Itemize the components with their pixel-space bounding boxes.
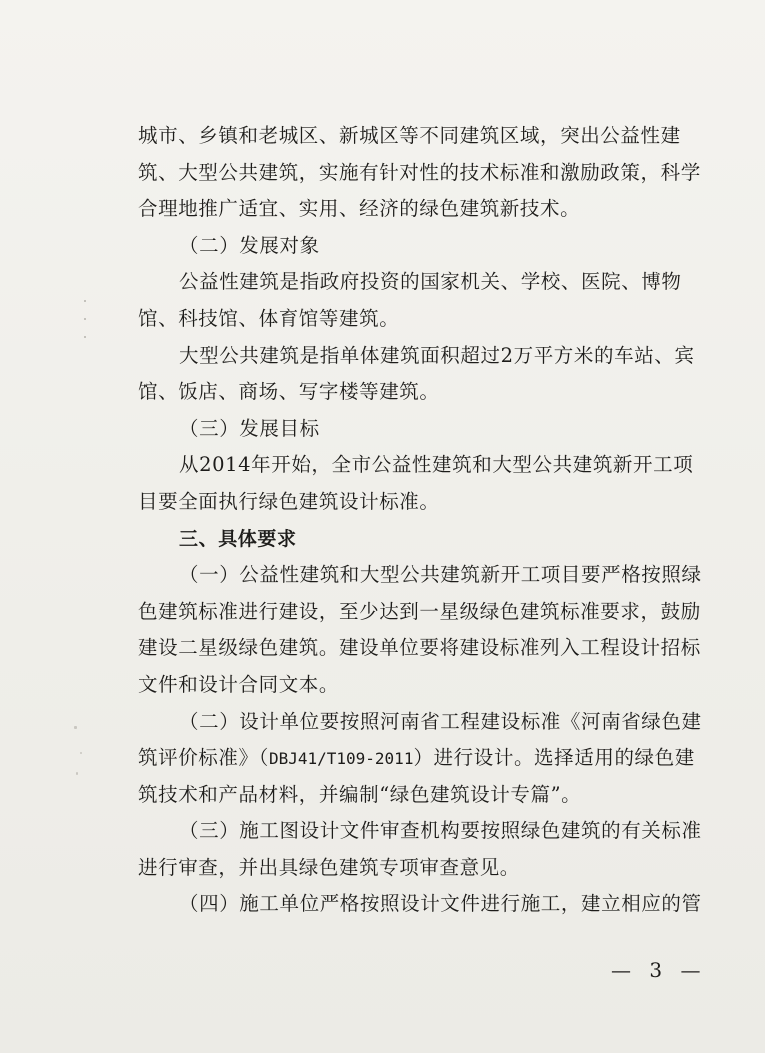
section-heading-development-objects: （二）发展对象 [179,233,320,257]
binding-holes [82,300,88,360]
page-number: — 3 — [611,958,707,982]
text-line: 筑技术和产品材料，并编制“绿色建筑设计专篇”。 [138,782,582,806]
text-line: 筑、大型公共建筑，实施有针对性的技术标准和激励政策，科学 [138,160,701,184]
text-line: 馆、科技馆、体育馆等建筑。 [138,306,400,330]
text-line: （二）设计单位要按照河南省工程建设标准《河南省绿色建 [179,709,702,733]
text-line: （一）公益性建筑和大型公共建筑新开工项目要严格按照绿 [179,563,702,587]
section-heading-development-goals: （三）发展目标 [179,416,320,440]
scan-speck [80,752,82,754]
body-text [138,118,702,923]
text-segment: ）进行设计。选择适用的绿色建 [413,746,695,770]
text-segment: 筑评价标准》（ [138,746,269,770]
text-line: 进行审查，并出具绿色建筑专项审查意见。 [138,855,520,879]
text-line: 公益性建筑是指政府投资的国家机关、学校、医院、博物 [179,270,682,294]
text-line: 城市、乡镇和老城区、新城区等不同建筑区域，突出公益性建 [138,124,681,147]
text-line: （四）施工单位严格按照设计文件进行施工，建立相应的管 [179,892,702,916]
text-line: 目要全面执行绿色建筑设计标准。 [138,489,440,513]
text-line [138,740,698,777]
text-line: 文件和设计合同文本。 [138,672,340,696]
text-line: 合理地推广适宜、实用、经济的绿色建筑新技术。 [138,197,581,221]
text-line: 色建筑标准进行建设，至少达到一星级绿色建筑标准要求，鼓励 [138,599,701,623]
section-heading-specific-requirements: 三、具体要求 [179,527,297,550]
standard-code: DBJ41/T109-2011 [268,749,414,769]
text-line: 从2014年开始，全市公益性建筑和大型公共建筑新开工项 [179,453,694,477]
text-line: （三）施工图设计文件审查机构要按照绿色建筑的有关标准 [179,819,702,843]
scan-speck [74,726,77,729]
scan-speck [76,772,78,775]
text-line: 建设二星级绿色建筑。建设单位要将建设标准列入工程设计招标 [138,636,701,660]
text-line: 馆、饭店、商场、写字楼等建筑。 [138,380,440,404]
text-line: 大型公共建筑是指单体建筑面积超过2万平方米的车站、宾 [179,343,695,367]
